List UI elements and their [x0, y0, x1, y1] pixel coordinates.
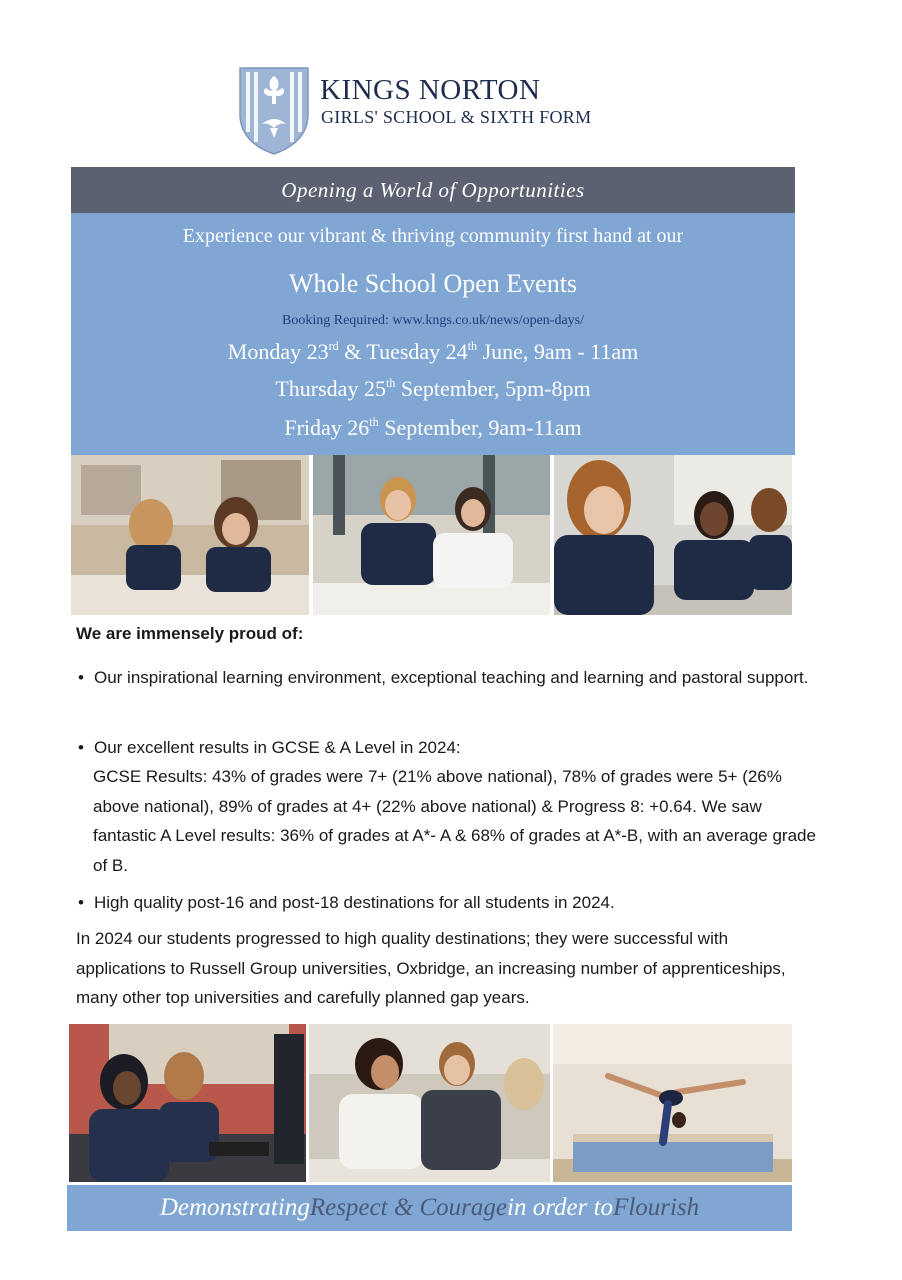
- experience-text: Experience our vibrant & thriving community first hand at our: [182, 225, 684, 247]
- motto-text: in order to: [507, 1194, 614, 1221]
- proud-heading: We are immensely proud of:: [76, 624, 304, 643]
- bullet-icon: •: [78, 668, 84, 687]
- booking-link[interactable]: Booking Required: www.kngs.co.uk/news/open-days/: [282, 313, 584, 328]
- tagline: Opening a World of Opportunities: [281, 177, 585, 202]
- school-subtitle: GIRLS' SCHOOL & SIXTH FORM: [321, 107, 592, 127]
- photo-student-gymnastics: [553, 1024, 792, 1182]
- open-events-banner: [71, 213, 795, 455]
- event-date-2: Thursday 25th September, 5pm-8pm: [275, 375, 591, 401]
- destinations-paragraph: In 2024 our students progressed to high quality destinations; they were successful with applications to Russell Group universities, Oxbridge, an increasing number of apprenticeships, many other top universities and carefully planned gap years.: [76, 929, 786, 1007]
- photo-students-classroom-3: [554, 455, 792, 615]
- bullet-text: Our excellent results in GCSE & A Level in 2024:: [94, 738, 461, 757]
- bullet-icon: •: [78, 738, 84, 757]
- photo-students-studying: [309, 1024, 550, 1182]
- event-date-3: Friday 26th September, 9am-11am: [284, 414, 582, 440]
- motto-flourish: Flourish: [613, 1194, 700, 1221]
- event-title: Whole School Open Events: [288, 269, 578, 298]
- event-date-1: Monday 23rd & Tuesday 24th June, 9am - 11am: [227, 338, 639, 364]
- school-crest-icon: [238, 66, 310, 156]
- photo-students-computers: [69, 1024, 306, 1182]
- bullet-text: Our inspirational learning environment, exceptional teaching and learning and pastoral support.: [94, 668, 809, 687]
- school-logo: [238, 64, 638, 156]
- bullet-item-destinations: [78, 888, 818, 917]
- bullet-text: High quality post-16 and post-18 destinations for all students in 2024.: [94, 893, 615, 912]
- motto-banner: [67, 1185, 792, 1231]
- results-paragraph: GCSE Results: 43% of grades were 7+ (21% above national), 78% of grades were 5+ (26% above national), 89% of grades at 4+ (22% above national) & Progress 8: +0.64. We saw fantastic A Level results: 36% of grades at A*- A & 68% of grades at A*-B, with an average grade of B.: [93, 767, 816, 875]
- motto-text: Demonstrating: [159, 1194, 310, 1221]
- photo-students-classroom-1: [71, 455, 309, 615]
- motto-values: Respect & Courage: [309, 1194, 508, 1221]
- bullet-icon: •: [78, 893, 84, 912]
- school-name: KINGS NORTON: [320, 74, 541, 106]
- bullet-item-learning: [78, 663, 818, 692]
- tagline-banner: [71, 167, 795, 213]
- photo-students-classroom-2: [313, 455, 550, 615]
- bullet-item-results: [78, 733, 818, 762]
